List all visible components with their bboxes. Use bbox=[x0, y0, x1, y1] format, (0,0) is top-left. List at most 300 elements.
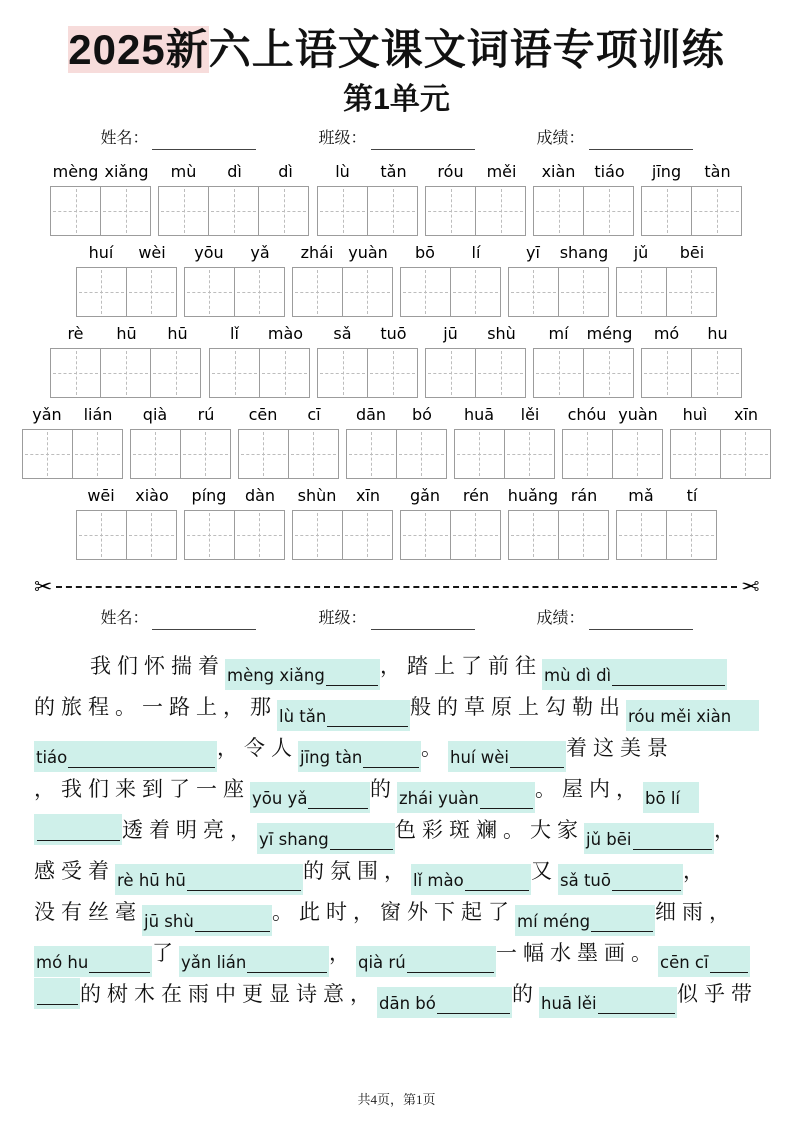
fill-blank-pinyin: mí méng bbox=[517, 912, 591, 931]
word-group bbox=[292, 484, 394, 560]
writing-cell[interactable] bbox=[425, 186, 476, 236]
info-field-blank-line[interactable] bbox=[152, 612, 256, 630]
pinyin-label: dì bbox=[227, 162, 242, 181]
pinyin-label: cēn bbox=[248, 405, 278, 424]
fill-blank[interactable] bbox=[397, 782, 535, 813]
writing-cell[interactable] bbox=[126, 510, 177, 560]
writing-cell[interactable] bbox=[180, 429, 231, 479]
word-group bbox=[76, 241, 178, 317]
writing-cell[interactable] bbox=[425, 348, 476, 398]
pinyin-labels bbox=[317, 160, 419, 184]
writing-cells bbox=[317, 348, 419, 398]
fill-blank-pinyin: mó hu bbox=[36, 953, 89, 972]
pinyin-labels bbox=[158, 160, 311, 184]
fill-blank[interactable] bbox=[584, 823, 714, 854]
word-group bbox=[454, 403, 556, 479]
passage-text: 透着明亮， bbox=[122, 818, 257, 842]
fill-blank[interactable] bbox=[298, 741, 421, 772]
pinyin-label: shù bbox=[487, 324, 516, 343]
word-group bbox=[562, 403, 664, 479]
page-footer: 共4页，第1页 bbox=[357, 1092, 436, 1107]
passage-text: 没有丝毫 bbox=[34, 900, 142, 924]
writing-cell[interactable] bbox=[666, 267, 717, 317]
pinyin-labels bbox=[641, 322, 743, 346]
fill-blank-underline bbox=[327, 726, 408, 727]
pinyin-labels bbox=[508, 484, 610, 508]
writing-cell[interactable] bbox=[150, 348, 201, 398]
pinyin-label: píng bbox=[191, 486, 227, 505]
pinyin-labels bbox=[641, 160, 743, 184]
pinyin-label: xīn bbox=[733, 405, 759, 424]
info-field bbox=[318, 128, 474, 150]
passage-text: 。此时，窗外下起了 bbox=[272, 900, 515, 924]
writing-cell[interactable] bbox=[317, 348, 368, 398]
writing-cell[interactable] bbox=[184, 510, 235, 560]
writing-cell[interactable] bbox=[641, 348, 692, 398]
pinyin-labels bbox=[76, 241, 178, 265]
pinyin-label: bō bbox=[415, 243, 435, 262]
writing-cells bbox=[292, 510, 394, 560]
pinyin-label: sǎ bbox=[333, 324, 352, 343]
passage-text: 色彩斑斓。大家 bbox=[395, 818, 584, 842]
fill-blank[interactable] bbox=[225, 659, 380, 690]
fill-blank-pinyin: bō lí bbox=[645, 789, 680, 808]
pinyin-label: tiáo bbox=[594, 162, 625, 181]
writing-cell[interactable] bbox=[400, 267, 451, 317]
writing-cell[interactable] bbox=[292, 267, 343, 317]
fill-blank-pinyin: yǎn lián bbox=[181, 953, 247, 972]
passage-text: 我们怀揣着 bbox=[90, 654, 225, 678]
passage-text: 了 bbox=[152, 941, 179, 965]
fill-blank-pinyin: lù tǎn bbox=[279, 707, 327, 726]
fill-blank[interactable] bbox=[257, 823, 395, 854]
pinyin-label: rén bbox=[462, 486, 490, 505]
pinyin-label: xiàn bbox=[541, 162, 576, 181]
pinyin-labels bbox=[317, 322, 419, 346]
fill-blank[interactable] bbox=[539, 987, 677, 1018]
writing-cells bbox=[400, 267, 502, 317]
writing-cell[interactable] bbox=[238, 429, 289, 479]
fill-blank-underline bbox=[598, 1013, 675, 1014]
pinyin-labels bbox=[292, 484, 394, 508]
writing-cell[interactable] bbox=[72, 429, 123, 479]
pinyin-label: mó bbox=[653, 324, 680, 343]
fill-blank[interactable] bbox=[115, 864, 303, 895]
fill-blank-pinyin: dān bó bbox=[379, 994, 436, 1013]
fill-blank[interactable] bbox=[34, 814, 122, 845]
passage-line bbox=[34, 646, 759, 687]
fill-blank-underline bbox=[510, 767, 564, 768]
writing-cell[interactable] bbox=[367, 348, 418, 398]
passage-text: 感受着 bbox=[34, 859, 115, 883]
fill-blank[interactable] bbox=[643, 782, 699, 813]
fill-blank-underline bbox=[195, 931, 270, 932]
passage-text: 。 bbox=[421, 736, 448, 760]
pinyin-label: chóu bbox=[567, 405, 607, 424]
pinyin-labels bbox=[22, 403, 124, 427]
info-field bbox=[100, 608, 256, 630]
passage-text: 般的草原上勾勒出 bbox=[410, 695, 626, 719]
writing-cell[interactable] bbox=[342, 267, 393, 317]
pinyin-label: huí bbox=[88, 243, 114, 262]
writing-cell[interactable] bbox=[234, 510, 285, 560]
fill-blank[interactable] bbox=[34, 946, 152, 977]
pinyin-grid-row bbox=[34, 403, 759, 479]
writing-cell[interactable] bbox=[50, 348, 101, 398]
passage-text: 的氛围， bbox=[303, 859, 411, 883]
info-field-blank-line[interactable] bbox=[589, 612, 693, 630]
writing-cells bbox=[22, 429, 124, 479]
pinyin-grid-row bbox=[34, 241, 759, 317]
word-group bbox=[238, 403, 340, 479]
pinyin-label: yǎ bbox=[250, 243, 270, 262]
writing-cells bbox=[616, 267, 718, 317]
writing-cells bbox=[508, 510, 610, 560]
pinyin-labels bbox=[50, 160, 152, 184]
fill-blank[interactable] bbox=[34, 978, 80, 1009]
writing-cell[interactable] bbox=[454, 429, 505, 479]
pinyin-labels bbox=[425, 160, 527, 184]
fill-blank[interactable] bbox=[142, 905, 272, 936]
passage-line bbox=[34, 769, 759, 810]
fill-blank[interactable] bbox=[411, 864, 531, 895]
pinyin-label: tuō bbox=[380, 324, 407, 343]
writing-cell[interactable] bbox=[76, 510, 127, 560]
writing-cell[interactable] bbox=[508, 267, 559, 317]
writing-cells bbox=[641, 186, 743, 236]
writing-cells bbox=[508, 267, 610, 317]
fill-blank[interactable] bbox=[179, 946, 329, 977]
pinyin-label: lí bbox=[471, 243, 481, 262]
passage-text: 着这美景 bbox=[566, 736, 674, 760]
pinyin-label: měi bbox=[486, 162, 517, 181]
word-group bbox=[670, 403, 772, 479]
fill-blank[interactable] bbox=[658, 946, 750, 977]
fill-blank-pinyin: zhái yuàn bbox=[399, 789, 479, 808]
info-field bbox=[100, 128, 256, 150]
pinyin-label: yī bbox=[526, 243, 540, 262]
pinyin-label: bó bbox=[412, 405, 432, 424]
pinyin-grid-row bbox=[34, 484, 759, 560]
writing-cell[interactable] bbox=[317, 186, 368, 236]
writing-cell[interactable] bbox=[533, 348, 584, 398]
pinyin-label: jīng bbox=[651, 162, 682, 181]
passage-text: 。屋内， bbox=[535, 777, 643, 801]
fill-blank[interactable] bbox=[626, 700, 759, 731]
word-group bbox=[292, 241, 394, 317]
writing-cell[interactable] bbox=[288, 429, 339, 479]
writing-cell[interactable] bbox=[504, 429, 555, 479]
writing-cell[interactable] bbox=[259, 348, 310, 398]
writing-cell[interactable] bbox=[400, 510, 451, 560]
pinyin-labels bbox=[616, 241, 718, 265]
writing-cell[interactable] bbox=[562, 429, 613, 479]
pinyin-labels bbox=[562, 403, 664, 427]
fill-blank-pinyin: huā lěi bbox=[541, 994, 597, 1013]
info-field bbox=[537, 128, 693, 150]
writing-cells bbox=[184, 267, 286, 317]
pinyin-label: lǐ bbox=[230, 324, 239, 343]
word-group bbox=[641, 322, 743, 398]
fill-blank-underline bbox=[308, 808, 368, 809]
pinyin-label: rán bbox=[570, 486, 598, 505]
writing-cells bbox=[158, 186, 311, 236]
writing-cells bbox=[130, 429, 232, 479]
unit-subtitle: 第1单元 bbox=[343, 83, 450, 116]
pinyin-label: shùn bbox=[297, 486, 337, 505]
word-group bbox=[50, 322, 203, 398]
pinyin-labels bbox=[425, 322, 527, 346]
writing-cell[interactable] bbox=[508, 510, 559, 560]
pinyin-label: xiǎng bbox=[104, 162, 149, 181]
pinyin-label: hū bbox=[167, 324, 188, 343]
pinyin-label: mù bbox=[170, 162, 197, 181]
writing-cell[interactable] bbox=[475, 186, 526, 236]
info-field-label: 班级： bbox=[318, 130, 367, 147]
pinyin-label: dàn bbox=[244, 486, 276, 505]
writing-cell[interactable] bbox=[450, 267, 501, 317]
word-group bbox=[209, 322, 311, 398]
writing-cell[interactable] bbox=[641, 186, 692, 236]
pinyin-label: huì bbox=[682, 405, 708, 424]
fill-blank-underline bbox=[89, 972, 150, 973]
fill-blank-underline bbox=[612, 890, 681, 891]
info-line-top bbox=[34, 128, 759, 150]
word-group bbox=[616, 484, 718, 560]
fill-blank-underline bbox=[37, 1004, 78, 1005]
writing-cell[interactable] bbox=[612, 429, 663, 479]
pinyin-label: mǎ bbox=[628, 486, 654, 505]
info-field bbox=[537, 608, 693, 630]
word-group bbox=[533, 160, 635, 236]
writing-cell[interactable] bbox=[126, 267, 177, 317]
info-field-blank-line[interactable] bbox=[589, 132, 693, 150]
pinyin-labels bbox=[130, 403, 232, 427]
writing-cells bbox=[238, 429, 340, 479]
writing-cells bbox=[209, 348, 311, 398]
fill-blank-pinyin: mù dì dì bbox=[544, 666, 612, 685]
writing-cell[interactable] bbox=[346, 429, 397, 479]
writing-cells bbox=[533, 348, 635, 398]
info-field bbox=[318, 608, 474, 630]
pinyin-labels bbox=[292, 241, 394, 265]
writing-cell[interactable] bbox=[342, 510, 393, 560]
pinyin-labels bbox=[238, 403, 340, 427]
writing-cell[interactable] bbox=[720, 429, 771, 479]
passage-line bbox=[34, 851, 759, 892]
fill-blank-pinyin: jǔ bēi bbox=[586, 830, 632, 849]
passage-text: 一幅水墨画。 bbox=[496, 941, 658, 965]
fill-blank-underline bbox=[68, 767, 215, 768]
info-field-blank-line[interactable] bbox=[152, 132, 256, 150]
writing-cell[interactable] bbox=[558, 510, 609, 560]
fill-blank[interactable] bbox=[542, 659, 727, 690]
pinyin-label: xīn bbox=[355, 486, 381, 505]
writing-cell[interactable] bbox=[209, 348, 260, 398]
pinyin-label: dì bbox=[278, 162, 293, 181]
writing-cell[interactable] bbox=[184, 267, 235, 317]
info-field-label: 成绩： bbox=[536, 610, 585, 627]
fill-blank[interactable] bbox=[448, 741, 566, 772]
fill-blank-underline bbox=[480, 808, 533, 809]
writing-cells bbox=[184, 510, 286, 560]
word-group bbox=[508, 484, 610, 560]
pinyin-label: rú bbox=[197, 405, 215, 424]
info-field-label: 姓名： bbox=[100, 610, 149, 627]
pinyin-label: mèng bbox=[52, 162, 99, 181]
passage-text: 细雨， bbox=[655, 900, 736, 924]
writing-cell[interactable] bbox=[616, 267, 667, 317]
fill-blank-underline bbox=[407, 972, 494, 973]
pinyin-label: yuàn bbox=[348, 243, 388, 262]
fill-blank-underline bbox=[591, 931, 653, 932]
pinyin-label: méng bbox=[586, 324, 633, 343]
pinyin-label: lù bbox=[335, 162, 350, 181]
fill-blank[interactable] bbox=[515, 905, 655, 936]
writing-cells bbox=[50, 186, 152, 236]
passage-line bbox=[34, 892, 759, 933]
writing-cell[interactable] bbox=[22, 429, 73, 479]
fill-blank-pinyin: yī shang bbox=[259, 830, 329, 849]
word-group bbox=[50, 160, 152, 236]
fill-blank[interactable] bbox=[250, 782, 370, 813]
fill-blank-underline bbox=[247, 972, 327, 973]
writing-cell[interactable] bbox=[583, 348, 634, 398]
writing-cell[interactable] bbox=[158, 186, 209, 236]
passage-text: ，令人 bbox=[217, 736, 298, 760]
writing-cell[interactable] bbox=[258, 186, 309, 236]
writing-cells bbox=[292, 267, 394, 317]
fill-blank[interactable] bbox=[277, 700, 410, 731]
pinyin-label: zhái bbox=[300, 243, 334, 262]
pinyin-label: mào bbox=[267, 324, 304, 343]
writing-cells bbox=[616, 510, 718, 560]
writing-cells bbox=[425, 186, 527, 236]
writing-cells bbox=[317, 186, 419, 236]
fill-blank-pinyin: jīng tàn bbox=[300, 748, 363, 767]
writing-cell[interactable] bbox=[558, 267, 609, 317]
pinyin-label: lěi bbox=[520, 405, 540, 424]
writing-cell[interactable] bbox=[475, 348, 526, 398]
pinyin-label: gǎn bbox=[409, 486, 441, 505]
fill-blank-pinyin: rè hū hū bbox=[117, 871, 186, 890]
passage-text: ，踏上了前往 bbox=[380, 654, 542, 678]
writing-cell[interactable] bbox=[691, 348, 742, 398]
pinyin-labels bbox=[533, 322, 635, 346]
writing-cells bbox=[76, 510, 178, 560]
pinyin-labels bbox=[50, 322, 203, 346]
writing-cell[interactable] bbox=[292, 510, 343, 560]
fill-blank-pinyin: róu měi xiàn bbox=[628, 707, 732, 726]
writing-cells bbox=[400, 510, 502, 560]
writing-cells bbox=[533, 186, 635, 236]
pinyin-label: xiào bbox=[135, 486, 169, 505]
fill-blank[interactable] bbox=[377, 987, 512, 1018]
writing-cell[interactable] bbox=[367, 186, 418, 236]
fill-blank-underline bbox=[326, 685, 378, 686]
writing-cell[interactable] bbox=[208, 186, 259, 236]
passage-text: ，我们来到了一座 bbox=[34, 777, 250, 801]
fill-blank-underline bbox=[37, 840, 120, 841]
passage-line bbox=[34, 728, 759, 769]
fill-blank-pinyin: cēn cī bbox=[660, 953, 709, 972]
writing-cells bbox=[50, 348, 203, 398]
fill-blank[interactable] bbox=[356, 946, 496, 977]
writing-cells bbox=[454, 429, 556, 479]
fill-blank-underline bbox=[612, 685, 725, 686]
pinyin-label: wēi bbox=[87, 486, 115, 505]
word-group bbox=[317, 160, 419, 236]
writing-cell[interactable] bbox=[666, 510, 717, 560]
writing-cells bbox=[76, 267, 178, 317]
scissors-icon: ✂ bbox=[740, 574, 759, 599]
pinyin-label: yǎn bbox=[32, 405, 62, 424]
pinyin-label: qià bbox=[142, 405, 168, 424]
pinyin-label: hū bbox=[116, 324, 137, 343]
pinyin-labels bbox=[454, 403, 556, 427]
writing-cell[interactable] bbox=[76, 267, 127, 317]
fill-blank-underline bbox=[187, 890, 301, 891]
word-group bbox=[508, 241, 610, 317]
pinyin-labels bbox=[508, 241, 610, 265]
pinyin-label: tàn bbox=[704, 162, 731, 181]
writing-cell[interactable] bbox=[50, 186, 101, 236]
fill-blank-underline bbox=[710, 972, 748, 973]
writing-cell[interactable] bbox=[396, 429, 447, 479]
fill-blank[interactable] bbox=[558, 864, 683, 895]
writing-cell[interactable] bbox=[130, 429, 181, 479]
passage-line bbox=[34, 810, 759, 851]
writing-cell[interactable] bbox=[583, 186, 634, 236]
writing-cell[interactable] bbox=[450, 510, 501, 560]
pinyin-grid-row bbox=[34, 160, 759, 236]
title-rest-text: 六上语文课文词语专项训练 bbox=[208, 26, 725, 73]
word-group bbox=[22, 403, 124, 479]
passage-text: 似乎带 bbox=[677, 982, 758, 1006]
info-field-blank-line[interactable] bbox=[371, 612, 475, 630]
writing-cell[interactable] bbox=[616, 510, 667, 560]
word-group bbox=[400, 484, 502, 560]
pinyin-label: wèi bbox=[138, 243, 166, 262]
pinyin-label: tí bbox=[686, 486, 698, 505]
pinyin-label: hu bbox=[707, 324, 728, 343]
pinyin-labels bbox=[184, 241, 286, 265]
writing-cell[interactable] bbox=[234, 267, 285, 317]
fill-blank-pinyin: jū shù bbox=[144, 912, 194, 931]
word-group bbox=[425, 322, 527, 398]
fill-blank[interactable] bbox=[34, 741, 217, 772]
cut-dash-line bbox=[56, 586, 736, 588]
pinyin-label: yuàn bbox=[618, 405, 658, 424]
writing-cell[interactable] bbox=[533, 186, 584, 236]
pinyin-grid-row bbox=[34, 322, 759, 398]
writing-cell[interactable] bbox=[100, 186, 151, 236]
writing-cell[interactable] bbox=[100, 348, 151, 398]
fill-blank-pinyin: lǐ mào bbox=[413, 871, 464, 890]
passage-line bbox=[34, 933, 759, 974]
writing-cells bbox=[670, 429, 772, 479]
fill-blank-pinyin: sǎ tuō bbox=[560, 871, 611, 890]
word-group bbox=[158, 160, 311, 236]
fill-blank-underline bbox=[465, 890, 529, 891]
pinyin-label: jū bbox=[443, 324, 458, 343]
pinyin-labels bbox=[209, 322, 311, 346]
fill-blank-pinyin: tiáo bbox=[36, 748, 68, 767]
writing-cell[interactable] bbox=[691, 186, 742, 236]
writing-cells bbox=[346, 429, 448, 479]
info-field-blank-line[interactable] bbox=[371, 132, 475, 150]
writing-cell[interactable] bbox=[670, 429, 721, 479]
